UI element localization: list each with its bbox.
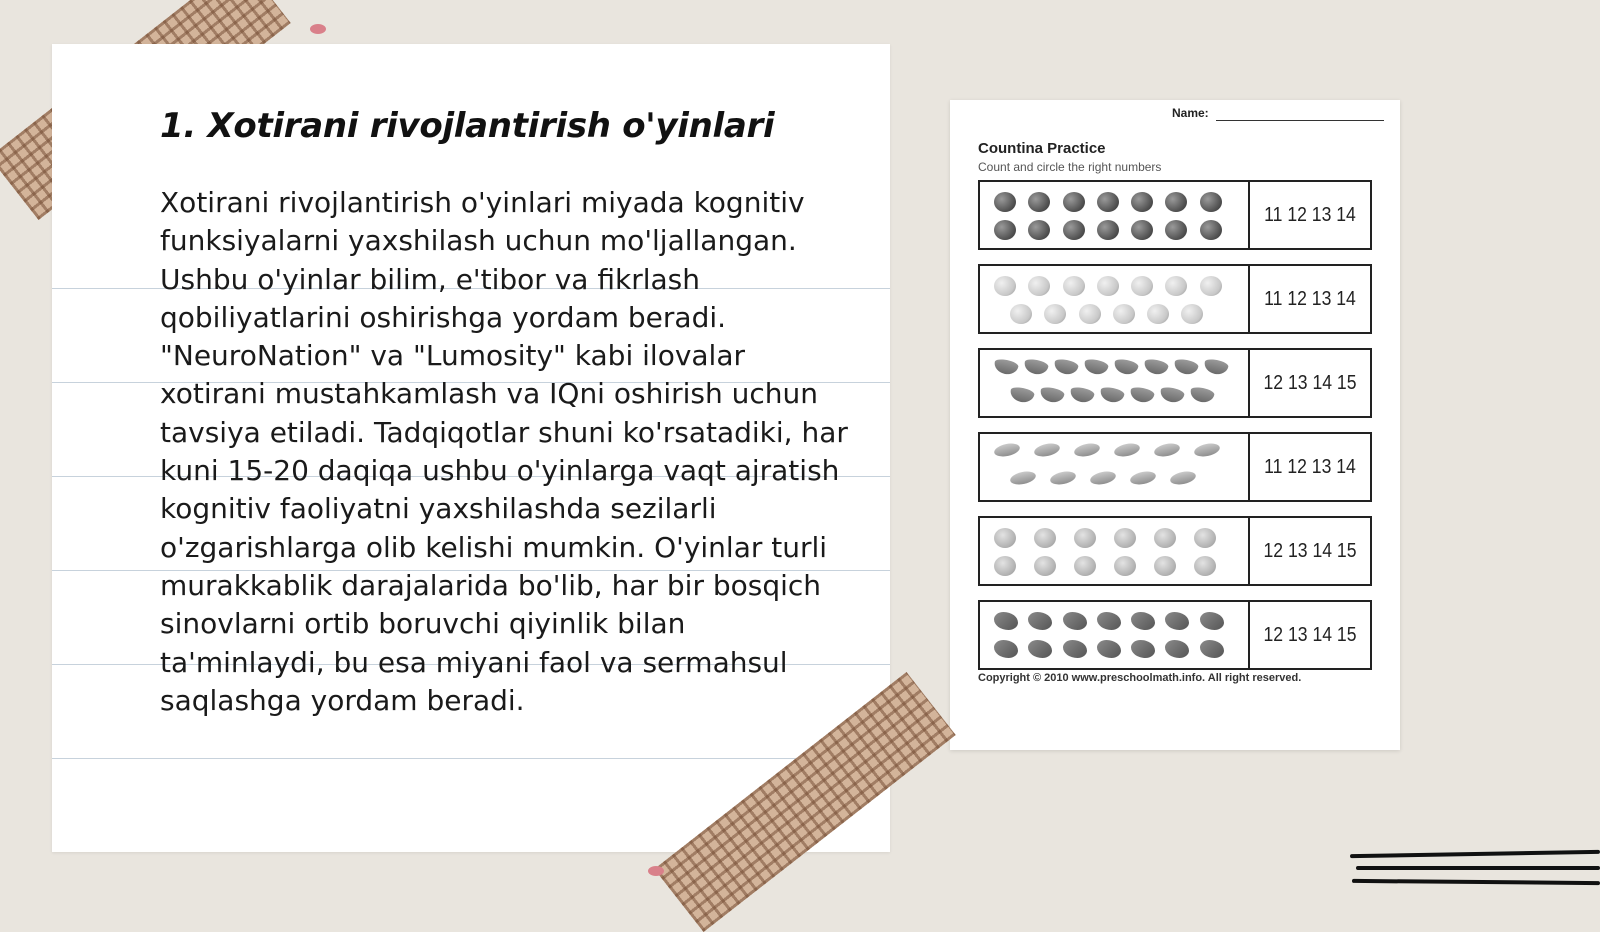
apple-dark-icon — [994, 220, 1016, 240]
apple-light-icon — [994, 276, 1016, 296]
pod-icon — [1009, 469, 1037, 486]
worksheet-row — [978, 264, 1372, 334]
worksheet-row-number-options: 11 12 13 14 — [1264, 287, 1356, 310]
shell-icon — [1097, 612, 1121, 630]
shell-icon — [1200, 640, 1224, 658]
worksheet-row — [978, 600, 1372, 670]
peach-icon — [1074, 528, 1096, 548]
peach-icon — [1114, 556, 1136, 576]
worksheet-title: Countina Practice — [978, 140, 1106, 157]
shell-icon — [1165, 612, 1189, 630]
worksheet-row — [978, 516, 1372, 586]
apple-dark-icon — [1097, 220, 1119, 240]
pod-icon — [1153, 441, 1181, 458]
shell-icon — [1028, 640, 1052, 658]
apple-light-icon — [1200, 276, 1222, 296]
leaf-icon — [1053, 358, 1079, 377]
worksheet-row-number-options: 11 12 13 14 — [1264, 203, 1356, 226]
peach-icon — [1034, 556, 1056, 576]
peach-icon — [1034, 528, 1056, 548]
pin-icon — [648, 866, 664, 876]
pod-icon — [1193, 441, 1221, 458]
leaf-icon — [1159, 386, 1185, 405]
pod-icon — [1129, 469, 1157, 486]
worksheet-row-pictures — [980, 266, 1250, 332]
apple-dark-icon — [1131, 220, 1153, 240]
leaf-icon — [1129, 386, 1155, 405]
shell-icon — [1063, 612, 1087, 630]
pod-icon — [993, 441, 1021, 458]
shell-icon — [1200, 612, 1224, 630]
decorative-line — [1350, 850, 1600, 858]
pod-icon — [1049, 469, 1077, 486]
worksheet-row-number-options: 12 13 14 15 — [1263, 539, 1357, 562]
decorative-line — [1356, 866, 1600, 870]
peach-icon — [1074, 556, 1096, 576]
apple-dark-icon — [1028, 220, 1050, 240]
shell-icon — [1131, 640, 1155, 658]
worksheet-name-line — [1216, 120, 1384, 121]
leaf-icon — [1173, 358, 1199, 377]
apple-light-icon — [1131, 276, 1153, 296]
apple-dark-icon — [1200, 220, 1222, 240]
pin-icon — [310, 24, 326, 34]
apple-dark-icon — [1063, 220, 1085, 240]
pod-icon — [1033, 441, 1061, 458]
pod-icon — [1089, 469, 1117, 486]
counting-worksheet-image — [950, 100, 1400, 750]
apple-dark-icon — [1131, 192, 1153, 212]
apple-dark-icon — [1165, 192, 1187, 212]
shell-icon — [1131, 612, 1155, 630]
shell-icon — [994, 640, 1018, 658]
worksheet-subtitle: Count and circle the right numbers — [978, 160, 1162, 174]
decorative-line — [1352, 879, 1600, 885]
shell-icon — [1165, 640, 1189, 658]
pod-icon — [1113, 441, 1141, 458]
peach-icon — [1154, 556, 1176, 576]
pod-icon — [1073, 441, 1101, 458]
apple-light-icon — [1181, 304, 1203, 324]
worksheet-row-number-options: 11 12 13 14 — [1264, 455, 1356, 478]
note-title: 1. Xotirani rivojlantirish o'yinlari — [160, 106, 775, 146]
apple-light-icon — [1147, 304, 1169, 324]
peach-icon — [1194, 528, 1216, 548]
apple-dark-icon — [1097, 192, 1119, 212]
leaf-icon — [993, 358, 1019, 377]
shell-icon — [1028, 612, 1052, 630]
worksheet-row-pictures — [980, 602, 1250, 668]
worksheet-row-pictures — [980, 350, 1250, 416]
worksheet-copyright: Copyright © 2010 www.preschoolmath.info. All right reserved. — [978, 672, 1302, 684]
worksheet-row-pictures — [980, 434, 1250, 500]
leaf-icon — [1143, 358, 1169, 377]
worksheet-row-number-options: 12 13 14 15 — [1263, 371, 1357, 394]
worksheet-row — [978, 348, 1372, 418]
leaf-icon — [1069, 386, 1095, 405]
apple-dark-icon — [1200, 192, 1222, 212]
worksheet-row-pictures — [980, 518, 1250, 584]
shell-icon — [1097, 640, 1121, 658]
apple-dark-icon — [1165, 220, 1187, 240]
leaf-icon — [1189, 386, 1215, 405]
apple-dark-icon — [1063, 192, 1085, 212]
note-paper — [52, 44, 890, 852]
paper-rule — [52, 758, 890, 759]
leaf-icon — [1009, 386, 1035, 405]
apple-light-icon — [1044, 304, 1066, 324]
peach-icon — [1194, 556, 1216, 576]
leaf-icon — [1099, 386, 1125, 405]
pod-icon — [1169, 469, 1197, 486]
leaf-icon — [1113, 358, 1139, 377]
peach-icon — [994, 528, 1016, 548]
leaf-icon — [1023, 358, 1049, 377]
leaf-icon — [1039, 386, 1065, 405]
apple-light-icon — [1063, 276, 1085, 296]
peach-icon — [1114, 528, 1136, 548]
peach-icon — [994, 556, 1016, 576]
apple-light-icon — [1165, 276, 1187, 296]
apple-light-icon — [1113, 304, 1135, 324]
worksheet-row — [978, 180, 1372, 250]
worksheet-name-label: Name: — [1172, 106, 1209, 120]
leaf-icon — [1083, 358, 1109, 377]
worksheet-row-number-options: 12 13 14 15 — [1263, 623, 1357, 646]
note-body: Xotirani rivojlantirish o'yinlari miyada kognitiv funksiyalarni yaxshilash uchun mo'ljallangan. Ushbu o'yinlar bilim, e'tibor va fikrlash qobiliyatlarini oshirishga yordam beradi. "NeuroNation" va "Lumosity" kabi ilovalar xotirani mustahkamlash va IQni oshirish uchun tavsiya etiladi. Tadqiqotlar shuni ko'rsatadiki, har kuni 15-20 daqiqa ushbu o'yinlarga vaqt ajratish kognitiv faoliyatni yaxshilashda sezilarli o'zgarishlarga olib kelishi mumkin. O'yinlar turli murakkablik darajalarida bo'lib, har bir bosqich sinovlarni ortib boruvchi qiyinlik bilan ta'minlaydi, bu esa miyani faol va sermahsul saqlashga yordam beradi. — [160, 186, 848, 717]
shell-icon — [994, 612, 1018, 630]
apple-light-icon — [1010, 304, 1032, 324]
worksheet-row — [978, 432, 1372, 502]
apple-dark-icon — [994, 192, 1016, 212]
worksheet-row-pictures — [980, 182, 1250, 248]
apple-light-icon — [1097, 276, 1119, 296]
leaf-icon — [1203, 358, 1229, 377]
apple-light-icon — [1079, 304, 1101, 324]
apple-light-icon — [1028, 276, 1050, 296]
shell-icon — [1063, 640, 1087, 658]
apple-dark-icon — [1028, 192, 1050, 212]
peach-icon — [1154, 528, 1176, 548]
